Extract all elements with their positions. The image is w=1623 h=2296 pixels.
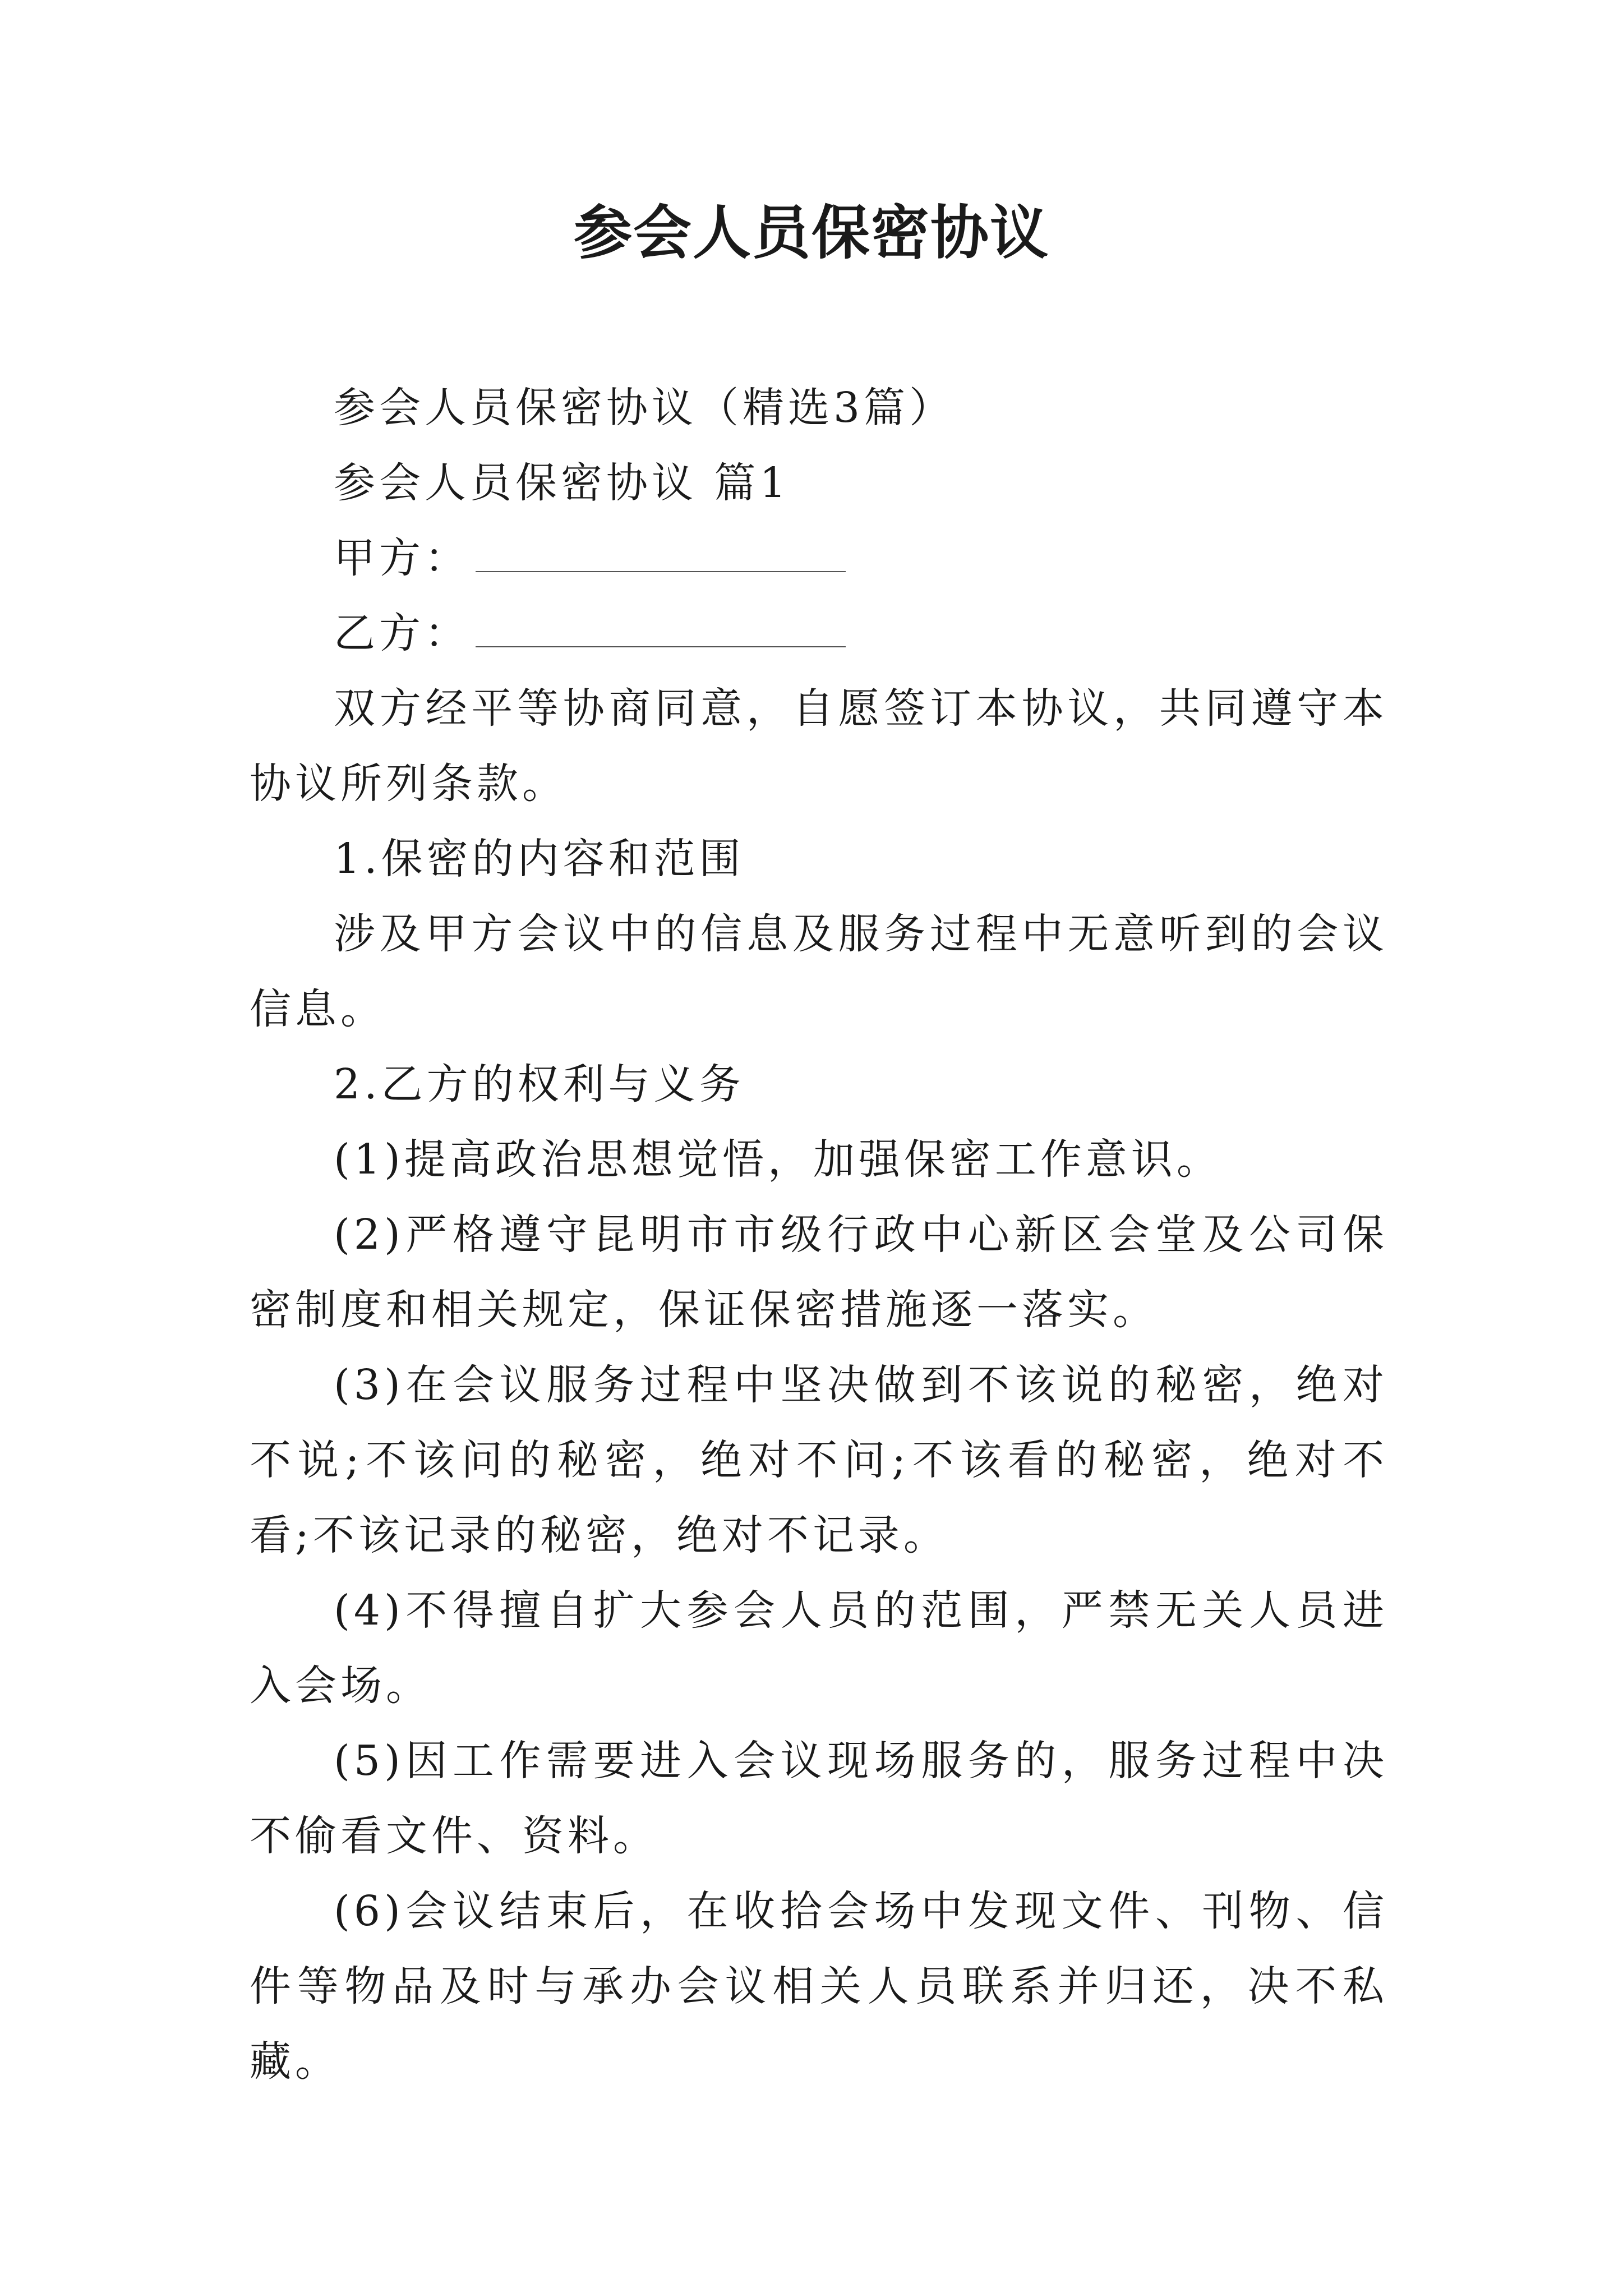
clause-3: (3)在会议服务过程中坚决做到不该说的秘密，绝对不说;不该问的秘密，绝对不问;不该看的秘密，绝对不看;不该记录的秘密，绝对不记录。: [250, 1361, 1388, 1559]
party-a-blank: [476, 537, 846, 572]
clause-4: (4)不得擅自扩大参会人员的范围，严禁无关人员进入会场。: [250, 1586, 1388, 1710]
party-b-label: 乙方：: [334, 609, 470, 657]
document-title: 参会人员保密协议: [573, 199, 1049, 267]
clause-5: (5)因工作需要进入会议现场服务的，服务过程中决不偷看文件、资料。: [250, 1737, 1388, 1860]
document-body: [250, 370, 1388, 2099]
clause-6: (6)会议结束后，在收拾会场中发现文件、刊物、信件等物品及时与承办会议相关人员联系并归还，决不私藏。: [250, 1887, 1388, 2086]
party-a-label: 甲方：: [334, 534, 470, 582]
clause-2: (2)严格遵守昆明市市级行政中心新区会堂及公司保密制度和相关规定，保证保密措施逐一落实。: [250, 1211, 1388, 1334]
section-heading-1: 1.保密的内容和范围: [334, 835, 745, 883]
party-b-blank: [476, 613, 846, 647]
preamble-paragraph: 双方经平等协商同意，自愿签订本协议，共同遵守本协议所列条款。: [250, 684, 1388, 808]
article-heading: 参会人员保密协议 篇1: [334, 459, 790, 507]
party-a-line: [250, 521, 1388, 596]
party-b-line: [250, 596, 1388, 671]
collection-heading: 参会人员保密协议（精选3篇）: [334, 384, 955, 432]
section-1-paragraph: 涉及甲方会议中的信息及服务过程中无意听到的会议信息。: [250, 910, 1388, 1033]
section-heading-2: 2.乙方的权利与义务: [334, 1060, 745, 1108]
clause-1: (1)提高政治思想觉悟，加强保密工作意识。: [334, 1135, 1222, 1184]
